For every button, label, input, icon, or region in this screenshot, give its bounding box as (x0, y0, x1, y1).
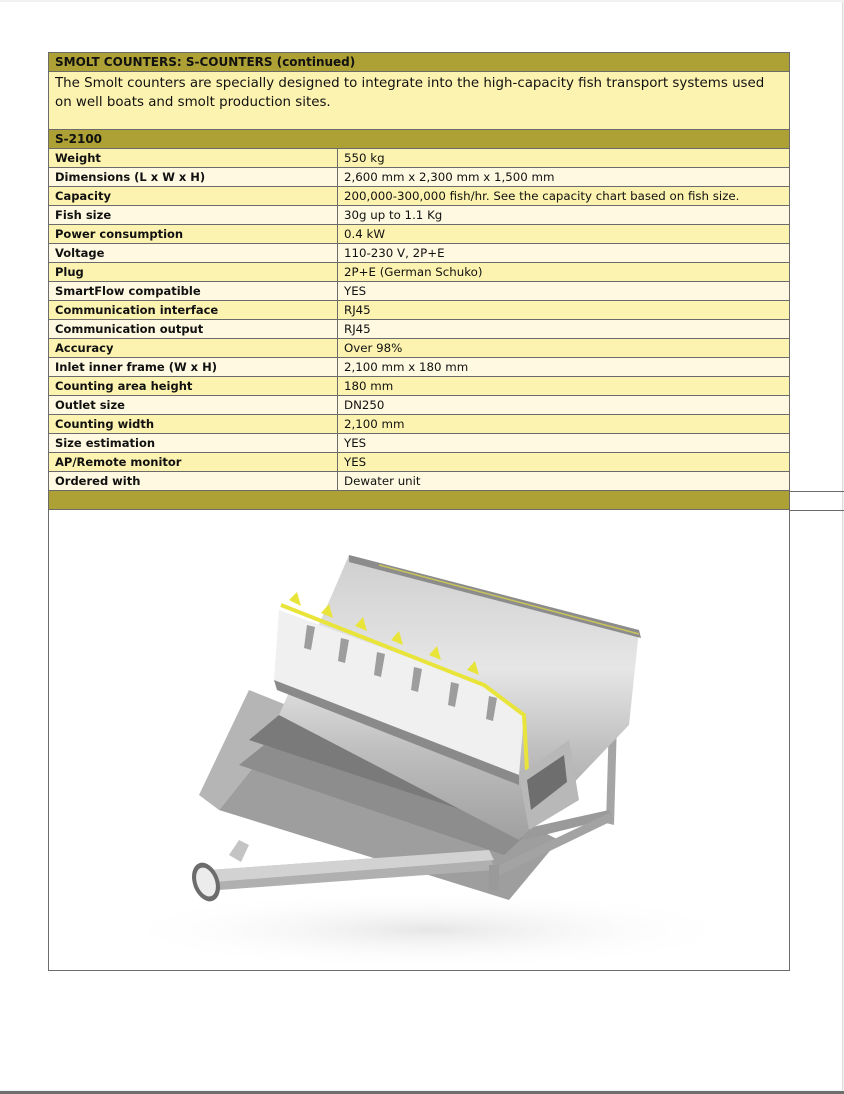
model-header-row (49, 130, 790, 149)
section-title: SMOLT COUNTERS: S-COUNTERS (continued) (49, 53, 790, 72)
spec-row (49, 434, 790, 453)
spec-value: 2,100 mm (338, 415, 790, 434)
spec-label: Voltage (49, 244, 338, 263)
spec-label: Power consumption (49, 225, 338, 244)
spec-label: Outlet size (49, 396, 338, 415)
spec-row (49, 225, 790, 244)
spec-row (49, 149, 790, 168)
spec-row (49, 187, 790, 206)
extended-rule-bottom (789, 510, 844, 511)
spec-row (49, 453, 790, 472)
spec-label: Ordered with (49, 472, 338, 491)
spec-label: Weight (49, 149, 338, 168)
spec-label: Inlet inner frame (W x H) (49, 358, 338, 377)
spec-label: Accuracy (49, 339, 338, 358)
spec-value: 200,000-300,000 fish/hr. See the capacity chart based on fish size. (338, 187, 790, 206)
spec-label: Capacity (49, 187, 338, 206)
spec-label: Communication interface (49, 301, 338, 320)
spec-row (49, 168, 790, 187)
spec-value: 30g up to 1.1 Kg (338, 206, 790, 225)
footer-band-row (49, 491, 790, 510)
spec-value: 2,100 mm x 180 mm (338, 358, 790, 377)
spec-table (48, 52, 790, 971)
spec-value: YES (338, 434, 790, 453)
spec-label: AP/Remote monitor (49, 453, 338, 472)
smolt-counter-illustration (49, 510, 790, 970)
spec-row (49, 206, 790, 225)
section-description: The Smolt counters are specially designed to integrate into the high-capacity fish transport systems used on well boats and smolt production sites. (49, 72, 790, 130)
spec-row (49, 244, 790, 263)
spec-label: Size estimation (49, 434, 338, 453)
document-page (0, 2, 843, 1090)
extended-rule-top (789, 491, 844, 492)
spec-value: 2P+E (German Schuko) (338, 263, 790, 282)
spec-label: Plug (49, 263, 338, 282)
spec-value: 110-230 V, 2P+E (338, 244, 790, 263)
footer-band (49, 491, 790, 510)
spec-row (49, 301, 790, 320)
spec-value: YES (338, 282, 790, 301)
spec-label: Counting width (49, 415, 338, 434)
spec-label: Counting area height (49, 377, 338, 396)
spec-value: 180 mm (338, 377, 790, 396)
spec-row (49, 339, 790, 358)
spec-row (49, 263, 790, 282)
section-header-row (49, 53, 790, 72)
spec-row (49, 320, 790, 339)
spec-row (49, 282, 790, 301)
spec-value: DN250 (338, 396, 790, 415)
image-cell (49, 510, 790, 971)
spec-label: SmartFlow compatible (49, 282, 338, 301)
spec-row (49, 377, 790, 396)
description-row (49, 72, 790, 130)
spec-row (49, 415, 790, 434)
spec-value: 550 kg (338, 149, 790, 168)
spec-value: 2,600 mm x 2,300 mm x 1,500 mm (338, 168, 790, 187)
product-image (49, 510, 790, 970)
spec-value: YES (338, 453, 790, 472)
spec-row (49, 472, 790, 491)
spec-row (49, 396, 790, 415)
spec-label: Dimensions (L x W x H) (49, 168, 338, 187)
spec-value: 0.4 kW (338, 225, 790, 244)
spec-value: Dewater unit (338, 472, 790, 491)
spec-label: Fish size (49, 206, 338, 225)
spec-label: Communication output (49, 320, 338, 339)
spec-value: Over 98% (338, 339, 790, 358)
image-row (49, 510, 790, 971)
model-name: S-2100 (49, 130, 790, 149)
spec-row (49, 358, 790, 377)
spec-value: RJ45 (338, 301, 790, 320)
spec-value: RJ45 (338, 320, 790, 339)
